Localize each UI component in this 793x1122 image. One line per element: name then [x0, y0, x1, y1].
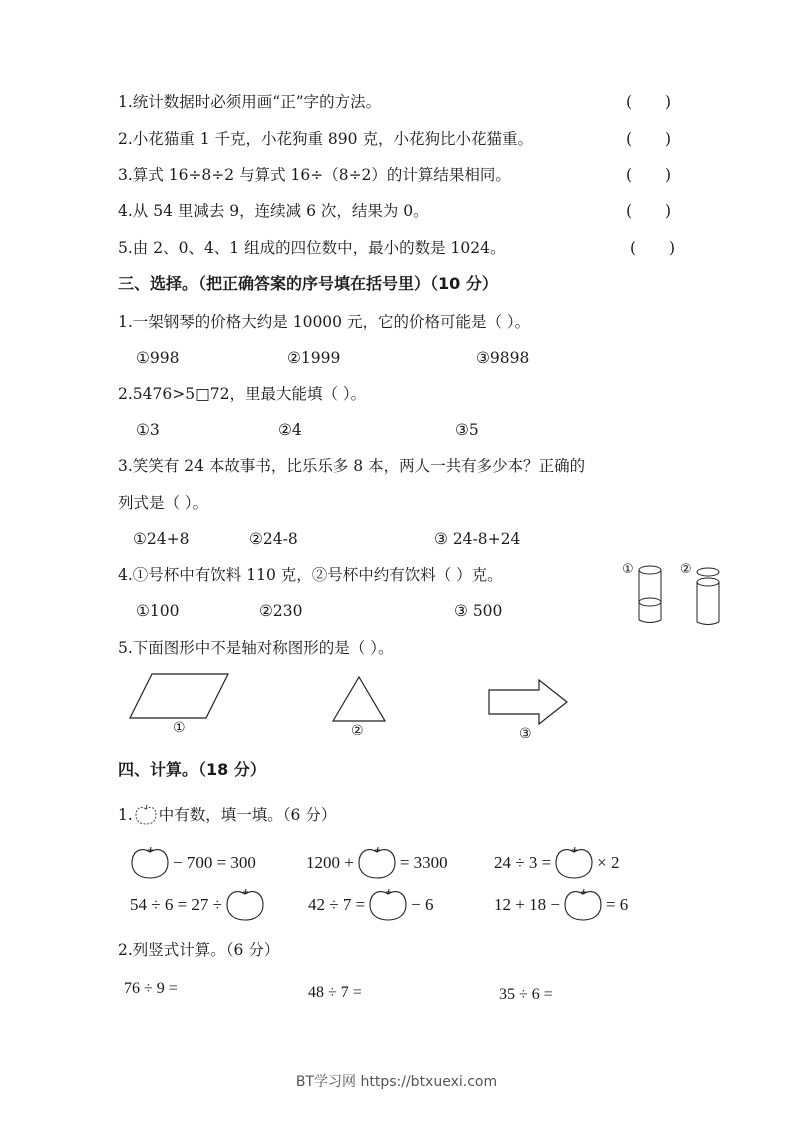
triangle-shape[interactable]: [331, 675, 387, 739]
apple-dashed-icon: [134, 804, 158, 826]
q3-option-1[interactable]: ①24+8: [133, 530, 190, 548]
equation-4: [130, 888, 265, 922]
footer-watermark: BT学习网 https://btxuexi.com: [295, 1074, 498, 1090]
eq6-after: = 6: [605, 895, 629, 914]
q1-option-1[interactable]: ①998: [136, 349, 180, 367]
answer-blank-2[interactable]: ( ): [626, 130, 686, 148]
q2-option-2[interactable]: ②4: [278, 421, 302, 439]
choice-question-3: 3.笑笑有 24 本故事书，比乐乐多 8 本，两人一共有多少本？正确的: [118, 457, 586, 475]
answer-blank-3[interactable]: ( ): [626, 166, 686, 184]
choice-question-3-cont: 列式是（ ）。: [118, 494, 209, 512]
shape-label-1: ①: [173, 720, 186, 736]
q3-option-3[interactable]: ③ 24-8+24: [434, 530, 521, 548]
vertical-problem-3: 35 ÷ 6 =: [499, 986, 553, 1003]
eq5-after: − 6: [411, 895, 434, 914]
arrow-icon: [487, 678, 571, 728]
apple-blank-5[interactable]: [368, 888, 408, 922]
equation-3: [494, 846, 620, 880]
apple-blank-4[interactable]: [225, 888, 265, 922]
answer-blank-1[interactable]: ( ): [626, 93, 686, 111]
choice-question-5: 5.下面图形中不是轴对称图形的是（ ）。: [118, 639, 394, 657]
eq6-before: 12 + 18 −: [494, 895, 560, 914]
calc-q1-title: [118, 804, 336, 826]
triangle-icon: [331, 675, 387, 723]
equation-5: [308, 888, 434, 922]
vertical-problem-2: 48 ÷ 7 =: [308, 984, 362, 1001]
apple-blank-6[interactable]: [563, 888, 603, 922]
shape-label-2: ②: [351, 723, 364, 739]
calc-q1-prefix: 1.: [118, 806, 133, 824]
eq2-before: 1200 +: [306, 853, 354, 872]
eq3-before: 24 ÷ 3 =: [494, 853, 552, 872]
judgement-item-1: 1.统计数据时必须用画“正”字的方法。: [118, 93, 382, 111]
choice-question-4: 4.①号杯中有饮料 110 克，②号杯中约有饮料（ ）克。: [118, 566, 503, 584]
equation-6: [494, 888, 628, 922]
apple-blank-1[interactable]: [130, 846, 170, 880]
answer-blank-5[interactable]: ( ): [630, 239, 690, 257]
q1-option-2[interactable]: ②1999: [287, 349, 341, 367]
q4-option-1[interactable]: ①100: [136, 602, 180, 620]
section-3-heading: 三、选择。（把正确答案的序号填在括号里）（10 分）: [118, 274, 498, 293]
cups-icon: [620, 562, 730, 628]
q1-option-3[interactable]: ③9898: [476, 349, 530, 367]
cup-1-label: ①: [622, 562, 634, 577]
eq3-after: × 2: [597, 853, 620, 872]
parallelogram-shape[interactable]: [128, 672, 230, 736]
calc-q2-title: 2.列竖式计算。（6 分）: [118, 941, 280, 959]
answer-blank-4[interactable]: ( ): [626, 202, 686, 220]
arrow-shape[interactable]: [487, 678, 571, 742]
eq1-after: − 700 = 300: [173, 853, 256, 872]
q4-option-2[interactable]: ②230: [259, 602, 303, 620]
judgement-item-3: 3.算式 16÷8÷2 与算式 16÷（8÷2）的计算结果相同。: [118, 166, 511, 184]
choice-question-2: 2.5476>5□72，里最大能填（ ）。: [118, 385, 367, 403]
calc-q1-text: 中有数，填一填。（6 分）: [158, 806, 337, 824]
apple-blank-3[interactable]: [554, 846, 594, 880]
cups-figure: [620, 562, 730, 632]
eq4-before: 54 ÷ 6 = 27 ÷: [130, 895, 222, 914]
q2-option-1[interactable]: ①3: [136, 421, 160, 439]
eq2-after: = 3300: [399, 853, 448, 872]
vertical-problem-1: 76 ÷ 9 =: [124, 980, 178, 997]
parallelogram-icon: [128, 672, 230, 722]
q2-option-3[interactable]: ③5: [455, 421, 479, 439]
cup-2-label: ②: [680, 562, 692, 577]
shape-label-3: ③: [519, 726, 532, 742]
choice-question-1: 1.一架钢琴的价格大约是 10000 元，它的价格可能是（ ）。: [118, 313, 531, 331]
section-4-heading: 四、计算。（18 分）: [118, 760, 266, 779]
judgement-item-2: 2.小花猫重 1 千克，小花狗重 890 克，小花狗比小花猫重。: [118, 130, 533, 148]
q4-option-3[interactable]: ③ 500: [454, 602, 503, 620]
judgement-item-4: 4.从 54 里减去 9，连续减 6 次，结果为 0。: [118, 202, 429, 220]
eq5-before: 42 ÷ 7 =: [308, 895, 366, 914]
judgement-item-5: 5.由 2、0、4、1 组成的四位数中，最小的数是 1024。: [118, 239, 506, 257]
equation-1: [130, 846, 256, 880]
equation-2: [306, 846, 448, 880]
q3-option-2[interactable]: ②24-8: [249, 530, 298, 548]
apple-blank-2[interactable]: [357, 846, 397, 880]
